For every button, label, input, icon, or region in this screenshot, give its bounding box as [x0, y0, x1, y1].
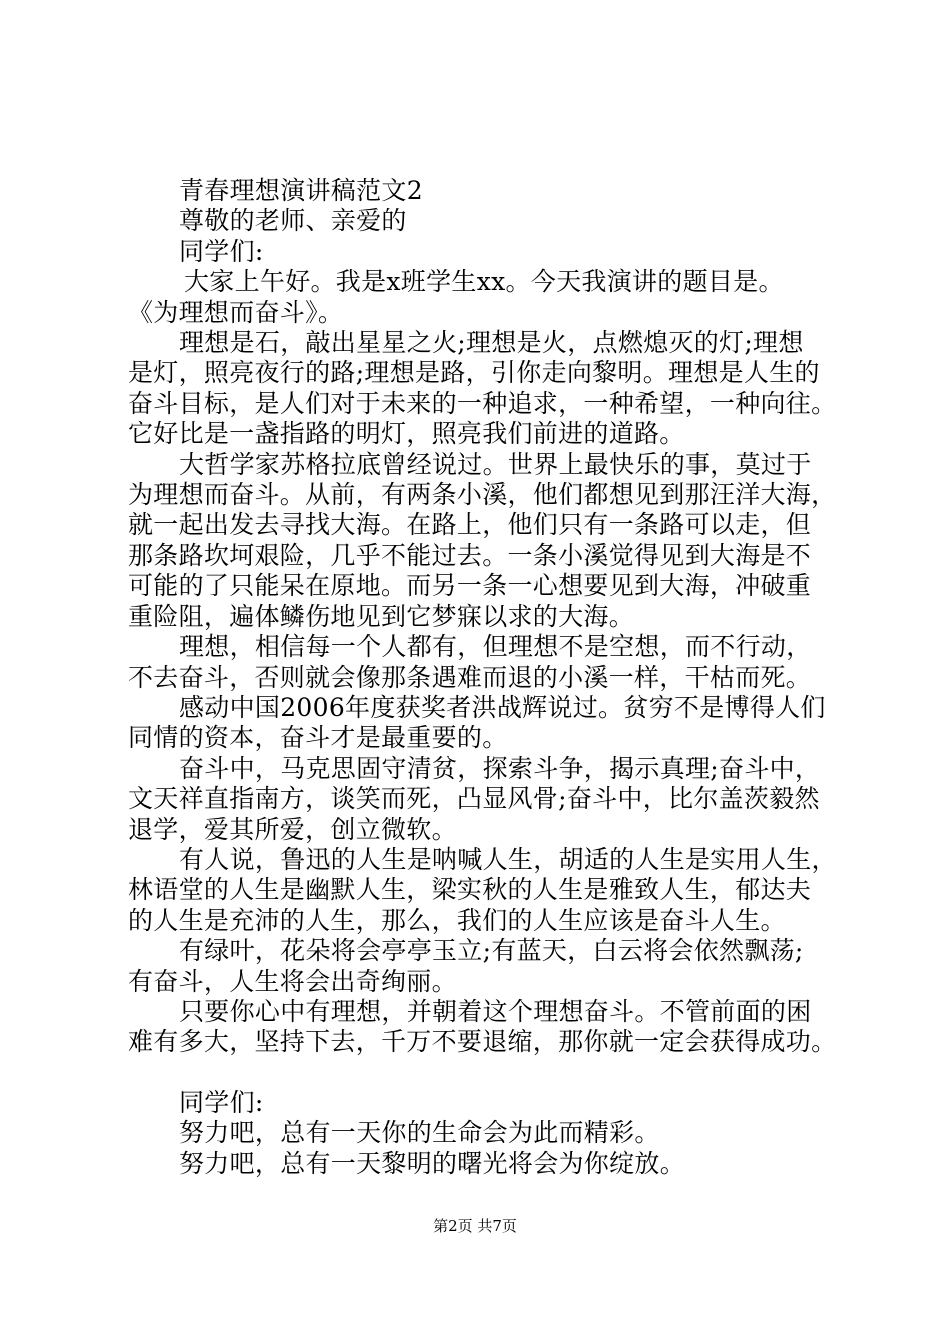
paragraph-line: 有奋斗，人生将会出奇绚丽。: [128, 966, 457, 996]
paragraph-line: 的人生是充沛的人生，那么，我们的人生应该是奋斗人生。: [128, 905, 786, 935]
paragraph: [128, 997, 840, 1058]
paragraph-line: 为理想而奋斗。从前，有两条小溪，他们都想见到那汪洋大海，: [128, 480, 837, 510]
paragraph-line: 同情的资本，奋斗才是最重要的。: [128, 723, 508, 753]
paragraph: [128, 267, 840, 328]
paragraph-line: 是灯，照亮夜行的路;理想是路，引你走向黎明。理想是人生的: [128, 358, 820, 388]
paragraph-line: 难有多大，坚持下去，千万不要退缩，那你就一定会获得成功。: [128, 1027, 837, 1057]
paragraph-line: 奋斗目标，是人们对于未来的一种追求，一种希望，一种向往。: [128, 388, 837, 418]
paragraph-line: 《为理想而奋斗》。: [128, 297, 344, 327]
paragraph-line: 只要你心中有理想，并朝着这个理想奋斗。不管前面的困: [179, 996, 812, 1026]
paragraph-line: 文天祥直指南方，谈笑而死，凸显风骨;奋斗中，比尔盖茨毅然: [128, 784, 820, 814]
document-title: 青春理想演讲稿范文2: [179, 176, 423, 205]
closing-line-2: 努力吧，总有一天黎明的曙光将会为你绽放。: [179, 1148, 686, 1178]
paragraph-line: 退学，爱其所爱，创立微软。: [128, 814, 457, 844]
paragraph-line: 重险阻，遍体鳞伤地见到它梦寐以求的大海。: [128, 601, 635, 631]
paragraph-line: 不去奋斗，否则就会像那条遇难而退的小溪一样，干枯而死。: [128, 662, 812, 692]
paragraph: [128, 632, 840, 693]
paragraph-line: 奋斗中，马克思固守清贫，探索斗争，揭示真理;奋斗中，: [179, 753, 821, 783]
paragraph: [128, 328, 840, 450]
paragraph: [128, 450, 840, 632]
paragraph-line: 林语堂的人生是幽默人生，梁实秋的人生是雅致人生，郁达夫: [128, 875, 812, 905]
page-number-footer: 第2页 共7页: [433, 1217, 517, 1235]
paragraph-line: 就一起出发去寻找大海。在路上，他们只有一条路可以走，但: [128, 510, 812, 540]
paragraph: [128, 845, 840, 936]
paragraph-line: 感动中国2006年度获奖者洪战辉说过。贫穷不是博得人们: [179, 692, 826, 722]
paragraph: [128, 754, 840, 845]
paragraph: [128, 693, 840, 754]
salutation-line-1: 尊敬的老师、亲爱的: [179, 206, 407, 236]
paragraph-line: 大家上午好。我是x班学生xx。今天我演讲的题目是。: [184, 267, 784, 297]
paragraph-line: 理想，相信每一个人都有，但理想不是空想，而不行动，: [179, 632, 812, 662]
paragraph-line: 那条路坎坷艰险，几乎不能过去。一条小溪觉得见到大海是不: [128, 540, 812, 570]
paragraph-line: 理想是石，敲出星星之火;理想是火，点燃熄灭的灯;理想: [179, 328, 804, 358]
paragraph-line: 有人说，鲁迅的人生是呐喊人生，胡适的人生是实用人生，: [179, 844, 837, 874]
salutation-line-2: 同学们:: [179, 236, 264, 266]
closing-line-1: 努力吧，总有一天你的生命会为此而精彩。: [179, 1118, 660, 1148]
paragraph: [128, 936, 840, 997]
paragraph-line: 大哲学家苏格拉底曾经说过。世界上最快乐的事，莫过于: [179, 449, 812, 479]
paragraph-line: 有绿叶，花朵将会亭亭玉立;有蓝天，白云将会依然飘荡;: [179, 936, 804, 966]
paragraph-line: 可能的了只能呆在原地。而另一条一心想要见到大海，冲破重: [128, 571, 812, 601]
paragraph-line: 它好比是一盏指路的明灯，照亮我们前进的道路。: [128, 419, 685, 449]
document-body: [128, 176, 840, 1179]
closing-address: 同学们:: [179, 1087, 264, 1117]
